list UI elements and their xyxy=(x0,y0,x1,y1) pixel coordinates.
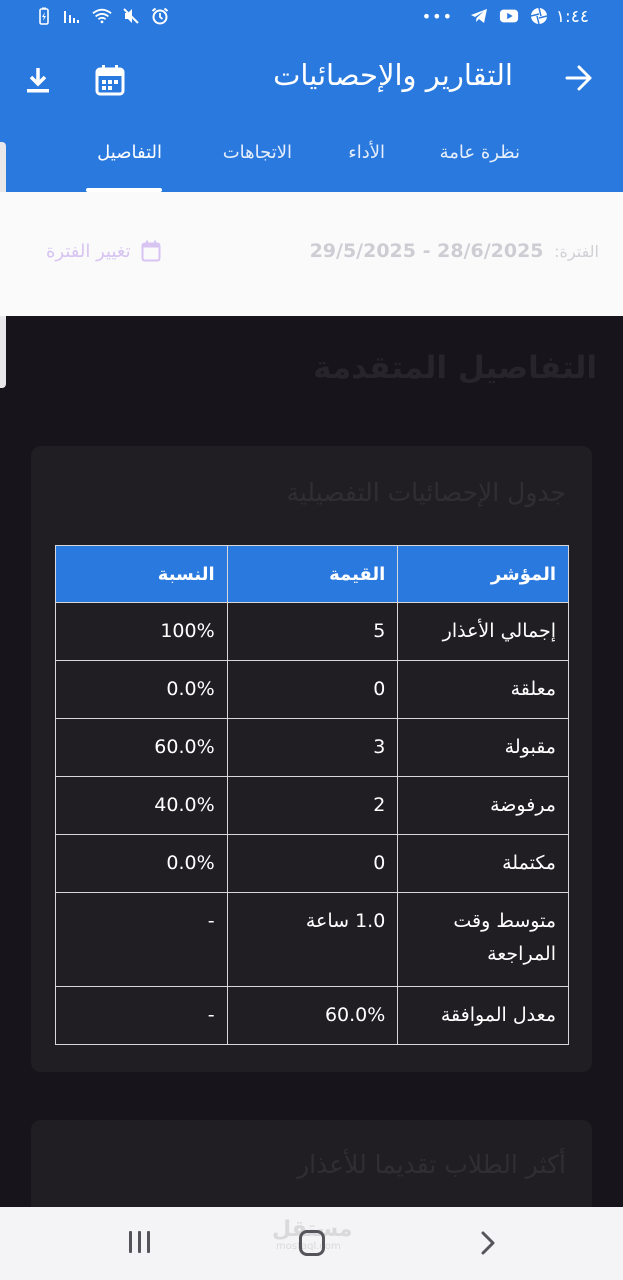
home-button[interactable] xyxy=(299,1230,325,1256)
change-period-label: تغيير الفترة xyxy=(46,240,131,262)
telegram-icon xyxy=(469,6,489,26)
section-title: التفاصيل المتقدمة xyxy=(313,350,597,386)
aperture-icon xyxy=(529,6,549,26)
tab-trends[interactable]: الاتجاهات xyxy=(222,142,292,163)
table-cell: معدل الموافقة xyxy=(398,987,569,1045)
table-row xyxy=(56,835,569,893)
table-cell: إجمالي الأعذار xyxy=(398,603,569,661)
calendar-icon xyxy=(95,64,125,96)
status-time: ١:٤٤ xyxy=(555,7,589,27)
tab-performance[interactable]: الأداء xyxy=(348,142,385,163)
table-header-row xyxy=(56,546,569,603)
table-row xyxy=(56,987,569,1045)
download-icon xyxy=(25,66,51,94)
table-cell: 60.0% xyxy=(56,719,228,777)
wifi-icon xyxy=(92,6,112,26)
table-cell: مقبولة xyxy=(398,719,569,777)
table-row xyxy=(56,661,569,719)
status-bar xyxy=(0,0,623,36)
nav-back-button[interactable] xyxy=(476,1229,500,1257)
column-header: القيمة xyxy=(227,546,398,603)
top-students-card-title: أكثر الطلاب تقديما للأعذار xyxy=(297,1150,566,1179)
table-row xyxy=(56,777,569,835)
watermark-logo: مستقل xyxy=(272,1217,353,1242)
system-nav-bar xyxy=(0,1207,623,1280)
table-row xyxy=(56,719,569,777)
tab-details[interactable]: التفاصيل xyxy=(97,142,162,163)
table-cell: معلقة xyxy=(398,661,569,719)
table-cell: 100% xyxy=(56,603,228,661)
watermark-url: mostaql.com xyxy=(276,1241,341,1252)
period-bar xyxy=(0,192,623,316)
table-cell: 3 xyxy=(227,719,398,777)
calendar-icon xyxy=(141,240,161,262)
table-cell: 0.0% xyxy=(56,835,228,893)
change-period-button[interactable] xyxy=(46,240,161,262)
table-cell: 0 xyxy=(227,835,398,893)
alarm-icon xyxy=(150,6,170,26)
status-right-icons xyxy=(422,6,549,26)
page-title: التقارير والإحصائيات xyxy=(273,58,513,92)
table-cell: - xyxy=(56,987,228,1045)
table-cell: مرفوضة xyxy=(398,777,569,835)
period-label: الفترة: xyxy=(554,242,599,261)
table-row xyxy=(56,893,569,987)
stats-card-title: جدول الإحصائيات التفصيلية xyxy=(286,478,566,507)
table-row xyxy=(56,603,569,661)
status-left-icons xyxy=(34,6,170,26)
table-cell: 0.0% xyxy=(56,661,228,719)
column-header: المؤشر xyxy=(398,546,569,603)
tab-bar xyxy=(0,132,623,192)
table-cell: متوسط وقت المراجعة xyxy=(398,893,569,987)
table-cell: 0 xyxy=(227,661,398,719)
table-cell: مكتملة xyxy=(398,835,569,893)
arrow-back-icon xyxy=(565,65,593,91)
download-button[interactable] xyxy=(18,60,58,100)
table-cell: 5 xyxy=(227,603,398,661)
tab-overview[interactable]: نظرة عامة xyxy=(439,142,520,163)
mute-icon xyxy=(121,6,141,26)
stats-table xyxy=(55,545,569,1045)
period-range xyxy=(310,240,599,262)
back-button[interactable] xyxy=(561,60,597,96)
signal-icon xyxy=(63,6,83,26)
table-cell: - xyxy=(56,893,228,987)
column-header: النسبة xyxy=(56,546,228,603)
table-cell: 40.0% xyxy=(56,777,228,835)
table-cell: 60.0% xyxy=(227,987,398,1045)
period-range-value: 29/5/2025 - 28/6/2025 xyxy=(309,240,544,262)
youtube-icon xyxy=(499,6,519,26)
chevron-right-icon xyxy=(481,1231,495,1255)
battery-icon xyxy=(34,6,54,26)
table-cell: 1.0 ساعة xyxy=(227,893,398,987)
more-notifications-icon: ••• xyxy=(421,6,453,26)
calendar-button[interactable] xyxy=(90,60,130,100)
app-header xyxy=(0,0,623,192)
app-bar xyxy=(0,40,623,120)
table-cell: 2 xyxy=(227,777,398,835)
stats-card xyxy=(31,446,592,1072)
recent-apps-button[interactable] xyxy=(126,1231,152,1255)
